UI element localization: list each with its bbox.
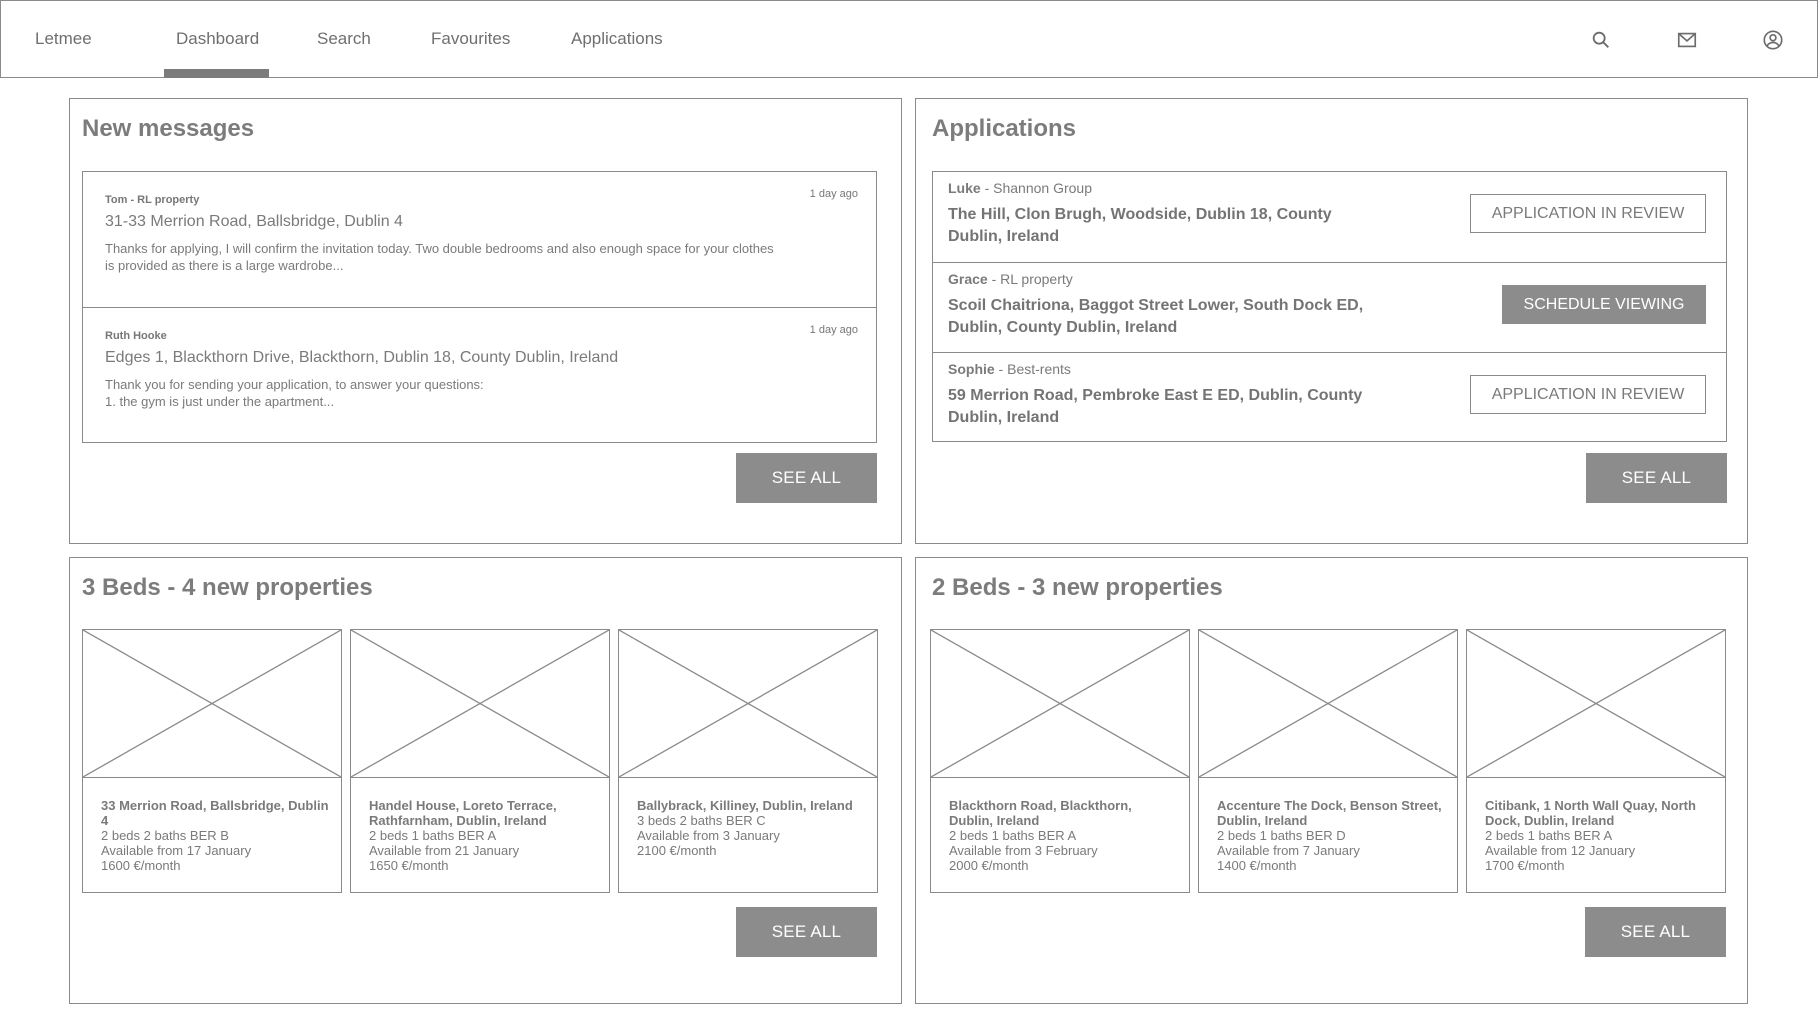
application-address: The Hill, Clon Brugh, Woodside, Dublin 18, County Dublin, Ireland <box>948 206 1332 245</box>
property-card[interactable] <box>618 629 878 893</box>
message-item[interactable] <box>83 172 876 307</box>
see-all-2-beds-button[interactable]: SEE ALL <box>1585 907 1726 957</box>
contact-agency: - RL property <box>987 271 1073 287</box>
applications-panel <box>915 98 1748 544</box>
application-row[interactable] <box>933 262 1726 352</box>
property-price: 1400 €/month <box>1217 858 1297 873</box>
property-address: 33 Merrion Road, Ballsbridge, Dublin 4 <box>101 798 329 828</box>
message-time: 1 day ago <box>809 188 858 200</box>
property-availability: Available from 17 January <box>101 843 252 858</box>
see-all-3-beds-button[interactable]: SEE ALL <box>736 907 877 957</box>
panel-title: New messages <box>82 115 255 142</box>
property-availability: Available from 12 January <box>1485 843 1636 858</box>
property-details <box>101 798 331 873</box>
property-specs: 2 beds 2 baths BER B <box>101 828 229 843</box>
application-row[interactable] <box>933 352 1726 442</box>
property-specs: 2 beds 1 baths BER A <box>1485 828 1613 843</box>
property-price: 1600 €/month <box>101 858 181 873</box>
new-messages-panel <box>69 98 902 544</box>
application-list <box>932 171 1727 442</box>
property-price: 2100 €/month <box>637 843 717 858</box>
tab-dashboard[interactable]: Dashboard <box>176 29 260 48</box>
message-item[interactable] <box>83 307 876 442</box>
see-all-applications-button[interactable]: SEE ALL <box>1586 453 1727 503</box>
property-price: 1700 €/month <box>1485 858 1565 873</box>
property-details <box>949 798 1179 873</box>
panel-title: Applications <box>932 115 1077 142</box>
message-preview-line: 1. the gym is just under the apartment... <box>105 394 335 409</box>
mail-icon[interactable] <box>1672 25 1702 55</box>
property-image-placeholder <box>1467 630 1725 778</box>
application-status-button[interactable]: APPLICATION IN REVIEW <box>1470 194 1706 233</box>
property-card[interactable] <box>350 629 610 893</box>
panel-title: 3 Beds - 4 new properties <box>82 574 373 601</box>
property-details <box>1485 798 1715 873</box>
schedule-viewing-button[interactable]: SCHEDULE VIEWING <box>1502 285 1706 324</box>
three-beds-panel <box>69 557 902 1004</box>
message-preview-line: Thanks for applying, I will confirm the invitation today. Two double bedrooms and also enough space for your clothes <box>105 241 774 256</box>
active-tab-indicator <box>164 69 269 78</box>
property-image-placeholder <box>351 630 609 778</box>
property-address: Ballybrack, Killiney, Dublin, Ireland <box>637 798 853 813</box>
message-preview <box>105 376 805 410</box>
application-address: Scoil Chaitriona, Baggot Street Lower, South Dock ED, Dublin, County Dublin, Ireland <box>948 297 1364 336</box>
tab-search[interactable]: Search <box>317 29 371 48</box>
see-all-messages-button[interactable]: SEE ALL <box>736 453 877 503</box>
property-address: Citibank, 1 North Wall Quay, North Dock, Dublin, Ireland <box>1485 798 1696 828</box>
property-image-placeholder <box>83 630 341 778</box>
tab-applications[interactable]: Applications <box>571 29 663 48</box>
message-preview-line: is provided as there is a large wardrobe... <box>105 258 344 273</box>
property-availability: Available from 21 January <box>369 843 520 858</box>
property-availability: Available from 3 February <box>949 843 1098 858</box>
account-icon[interactable] <box>1758 25 1788 55</box>
contact-name: Luke <box>948 180 981 196</box>
property-specs: 2 beds 1 baths BER D <box>1217 828 1346 843</box>
property-image-placeholder <box>1199 630 1457 778</box>
property-details <box>637 798 867 858</box>
property-details <box>369 798 599 873</box>
application-contact <box>948 271 1073 287</box>
property-specs: 2 beds 1 baths BER A <box>949 828 1077 843</box>
message-time: 1 day ago <box>809 324 858 336</box>
two-beds-panel <box>915 557 1748 1004</box>
message-preview <box>105 240 805 274</box>
property-specs: 3 beds 2 baths BER C <box>637 813 766 828</box>
property-card[interactable] <box>1466 629 1726 893</box>
brand-logo[interactable]: Letmee <box>35 29 92 48</box>
message-sender: Tom - RL property <box>105 194 200 206</box>
property-card[interactable] <box>82 629 342 893</box>
panel-title: 2 Beds - 3 new properties <box>932 574 1223 601</box>
contact-agency: - Best-rents <box>994 361 1071 377</box>
message-subject: Edges 1, Blackthorn Drive, Blackthorn, Dublin 18, County Dublin, Ireland <box>105 349 619 366</box>
property-specs: 2 beds 1 baths BER A <box>369 828 497 843</box>
application-status-button[interactable]: APPLICATION IN REVIEW <box>1470 375 1706 414</box>
message-subject: 31-33 Merrion Road, Ballsbridge, Dublin 4 <box>105 213 403 230</box>
message-preview-line: Thank you for sending your application, to answer your questions: <box>105 377 484 392</box>
application-contact <box>948 180 1092 196</box>
property-address: Blackthorn Road, Blackthorn, Dublin, Ireland <box>949 798 1132 828</box>
property-details <box>1217 798 1447 873</box>
contact-name: Sophie <box>948 361 995 377</box>
application-address: 59 Merrion Road, Pembroke East E ED, Dublin, County Dublin, Ireland <box>948 387 1363 426</box>
property-availability: Available from 7 January <box>1217 843 1360 858</box>
property-address: Accenture The Dock, Benson Street, Dublin, Ireland <box>1217 798 1442 828</box>
contact-name: Grace <box>948 271 988 287</box>
property-address: Handel House, Loreto Terrace, Rathfarnham, Dublin, Ireland <box>369 798 557 828</box>
tab-favourites[interactable]: Favourites <box>431 29 511 48</box>
property-image-placeholder <box>931 630 1189 778</box>
application-row[interactable] <box>933 172 1726 262</box>
application-contact <box>948 361 1071 377</box>
search-icon[interactable] <box>1586 25 1616 55</box>
property-availability: Available from 3 January <box>637 828 780 843</box>
property-card[interactable] <box>930 629 1190 893</box>
message-list <box>82 171 877 443</box>
property-price: 1650 €/month <box>369 858 449 873</box>
property-card[interactable] <box>1198 629 1458 893</box>
top-navigation-bar <box>0 0 1818 78</box>
message-sender: Ruth Hooke <box>105 330 167 342</box>
contact-agency: - Shannon Group <box>980 180 1092 196</box>
property-image-placeholder <box>619 630 877 778</box>
property-price: 2000 €/month <box>949 858 1029 873</box>
